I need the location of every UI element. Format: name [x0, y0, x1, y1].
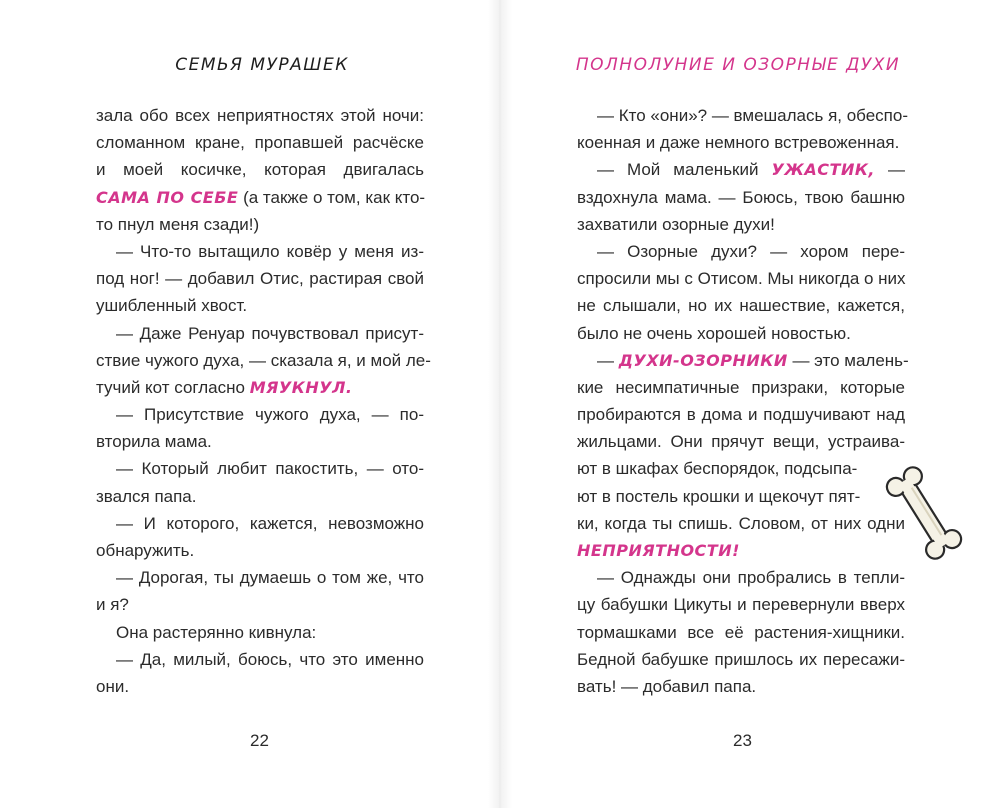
text-line: — И которого, кажется, невозможно [116, 513, 424, 533]
text-line: ствие чужого духа, — сказала я, и мой ле- [96, 350, 431, 370]
text-line [577, 537, 905, 564]
page-number-right: 23 [733, 731, 752, 750]
text-line: — Присутствие чужого духа, — по- [116, 405, 424, 425]
page-number-left: 22 [250, 731, 269, 750]
text-line: Она растерянно кивнула: [116, 622, 317, 642]
text-line: — ДУХИ-ОЗОРНИКИ — это малень- [597, 350, 909, 370]
text-line: было не очень хорошей новостью. [577, 323, 851, 343]
text-line: — Что-то вытащило ковёр у меня из- [116, 241, 424, 261]
left-page-text [96, 102, 431, 700]
highlight-sama-po-sebe: САМА ПО СЕБЕ [96, 187, 239, 207]
text-line: захватили озорные духи! [577, 214, 775, 234]
text-line: под ног! — добавил Отис, растирая свой [96, 269, 424, 289]
text-line: кие несимпатичные призраки, которые [577, 377, 905, 397]
text-line: ушибленный хвост. [96, 296, 248, 316]
text-line: вать! — добавил папа. [577, 676, 757, 696]
text-line: сломанном кране, пропавшей расчёске [96, 133, 424, 153]
text-line: ки, когда ты спишь. Словом, от них одни [577, 513, 905, 533]
text-line: спросили мы с Отисом. Мы никогда о них [577, 269, 906, 289]
bone-icon [874, 458, 974, 568]
text-line: не слышали, но их нашествие, кажется, [577, 296, 905, 316]
highlight-nepriyatnosti: НЕПРИЯТНОСТИ! [577, 541, 740, 560]
text-line: тормашками все её растения-хищники. [577, 622, 905, 642]
text-line: пробираются в дома и подшучивают над [577, 405, 905, 425]
text-line: коенная и даже немного встревоженная. [577, 133, 900, 153]
text-line: САМА ПО СЕБЕ (а также о том, как кто- [96, 187, 426, 207]
text-line: — Даже Ренуар почувствовал присут- [116, 323, 424, 343]
text-line: ют в постель крошки и щекочут пят- [577, 486, 861, 506]
text-line: и я? [96, 595, 129, 615]
right-page [500, 0, 1000, 808]
text-line: — Однажды они пробрались в тепли- [597, 568, 905, 588]
text-line: — Кто «они»? — вмешалась я, обеспо- [597, 106, 909, 125]
running-head-left: СЕМЬЯ МУРАШЕК [175, 55, 349, 75]
highlight-dukhi-ozorniki: ДУХИ-ОЗОРНИКИ [618, 350, 788, 370]
text-line: вздохнула мама. — Боюсь, твою башню [577, 187, 905, 207]
text-line: цу бабушки Цикуты и перевернули вверх [577, 595, 905, 615]
text-line: — Дорогая, ты думаешь о том же, что [116, 568, 424, 588]
text-line: ют в шкафах беспорядок, подсыпа- [577, 459, 858, 479]
text-line: зала обо всех неприятностях этой ночи: [96, 106, 424, 125]
text-line: — Который любит пакостить, — ото- [116, 459, 424, 479]
text-line: они. [96, 676, 130, 696]
text-line: обнаружить. [96, 541, 195, 560]
highlight-myauknul: МЯУКНУЛ. [249, 377, 353, 397]
text-line: — Мой маленький УЖАСТИК, — [597, 160, 905, 180]
text-line: и моей косичке, которая двигалась [96, 160, 424, 180]
text-line: — Да, милый, боюсь, что это именно [116, 649, 424, 669]
text-line: звался папа. [96, 486, 197, 506]
text-line: жильцами. Они прячут вещи, устраива- [577, 432, 905, 452]
highlight-uzhastik: УЖАСТИК, [771, 160, 875, 180]
running-head-right: ПОЛНОЛУНИЕ И ОЗОРНЫЕ ДУХИ [575, 55, 901, 75]
text-line: Бедной бабушке пришлось их пересажи- [577, 649, 905, 669]
text-line: — Озорные духи? — хором пере- [597, 241, 905, 261]
text-line: тучий кот согласно МЯУКНУЛ. [96, 377, 353, 397]
text-line: вторила мама. [96, 432, 212, 452]
text-line: то пнул меня сзади!) [96, 214, 260, 234]
right-page-text [577, 102, 909, 700]
